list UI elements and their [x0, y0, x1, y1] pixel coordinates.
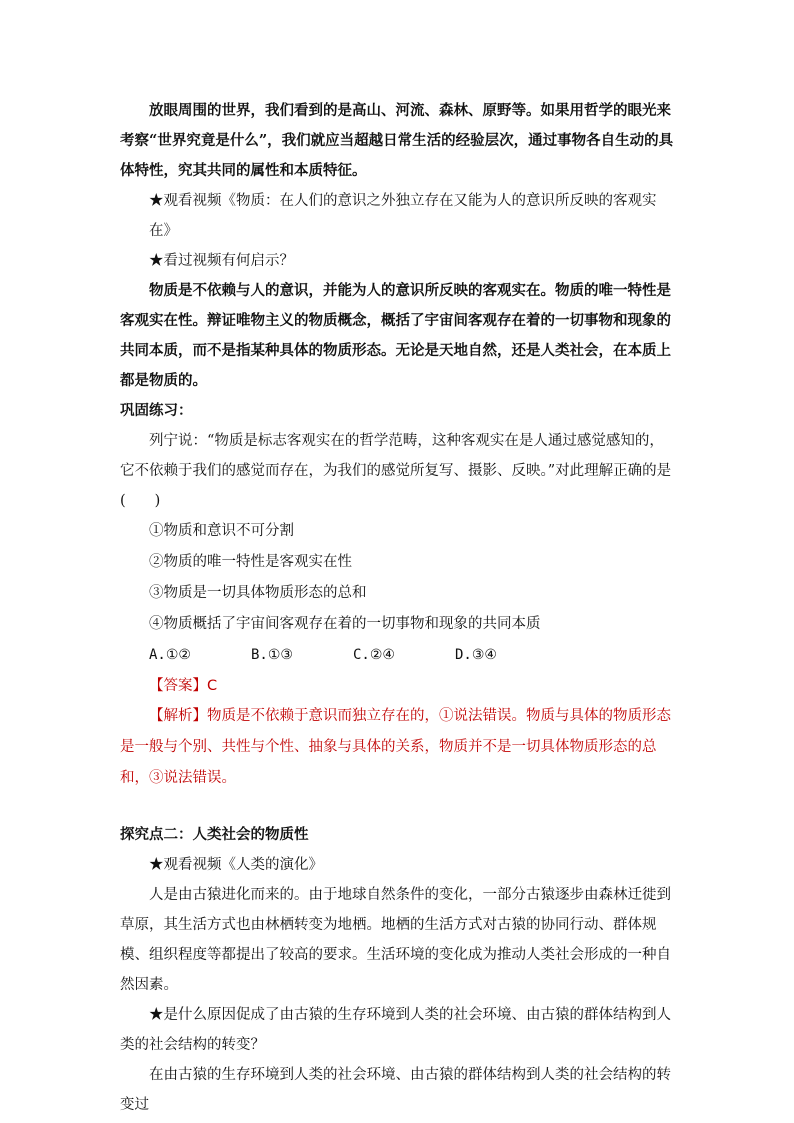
question-1: ★看过视频有何启示？	[149, 253, 294, 269]
analysis-label: 【解析】	[149, 708, 207, 724]
question-2: ★是什么原因促成了由古猿的生存环境到人类的社会环境、由古猿的群体结构到人类的社会结构的转变？	[120, 1007, 671, 1053]
video-note-2: ★观看视频《人类的演化》	[149, 857, 323, 873]
answer-line	[120, 671, 678, 701]
option-4: ④物质概括了宇宙间客观存在着的一切事物和现象的共同本质	[149, 616, 541, 632]
answer-value: C	[207, 678, 218, 694]
answer-label: 【答案】	[149, 678, 207, 694]
analysis-paragraph	[120, 701, 678, 794]
practice-heading: 巩固练习：	[120, 402, 193, 419]
choice-a: A.①②	[149, 647, 191, 663]
analysis-text: 物质是不依赖于意识而独立存在的，①说法错误。物质与具体的物质形态是一般与个别、共性与个性、抽象与具体的关系，物质并不是一切具体物质形态的总和，③说法错误。	[120, 708, 671, 786]
choice-b: B.①③	[251, 647, 293, 663]
option-3: ③物质是一切具体物质形态的总和	[149, 585, 367, 601]
practice-question: 列宁说：“物质是标志客观实在的哲学范畴，这种客观实在是人通过感觉感知的，它不依赖于我们的感觉而存在，为我们的感觉所复写、摄影、反映。”对此理解正确的是( )	[120, 433, 672, 509]
closing-paragraph: 在由古猿的生存环境到人类的社会环境、由古猿的群体结构到人类的社会结构的转变过	[120, 1067, 671, 1113]
option-2: ②物质的唯一特性是客观实在性	[149, 554, 352, 570]
document-page	[120, 96, 678, 1120]
video-note-1: ★观看视频《物质：在人们的意识之外独立存在又能为人的意识所反映的客观实在》	[149, 193, 657, 239]
intro-paragraph: 放眼周围的世界，我们看到的是高山、河流、森林、原野等。如果用哲学的眼光来考察“世界究竟是什么”，我们就应当超越日常生活的经验层次，通过事物各自生动的具体特性，究其共同的属性和本质特征。	[120, 102, 674, 179]
spacer	[120, 794, 678, 820]
section-2-heading: 探究点二：人类社会的物质性	[120, 826, 309, 843]
option-1: ①物质和意识不可分割	[149, 523, 294, 539]
choice-c: C.②④	[353, 647, 395, 663]
choice-d: D.③④	[455, 647, 497, 663]
answer-paragraph: 物质是不依赖与人的意识，并能为人的意识所反映的客观实在。物质的唯一特性是客观实在性。辩证唯物主义的物质概念，概括了宇宙间客观存在着的一切事物和现象的共同本质，而不是指某种具体的物质形态。无论是天地自然，还是人类社会，在本质上都是物质的。	[120, 282, 671, 389]
choice-row	[120, 640, 678, 671]
evolution-paragraph: 人是由古猿进化而来的。由于地球自然条件的变化，一部分古猿逐步由森林迁徙到草原，其生活方式也由林栖转变为地栖。地栖的生活方式对古猿的协同行动、群体规模、组织程度等都提出了较高的要求。生活环境的变化成为推动人类社会形成的一种自然因素。	[120, 887, 671, 993]
